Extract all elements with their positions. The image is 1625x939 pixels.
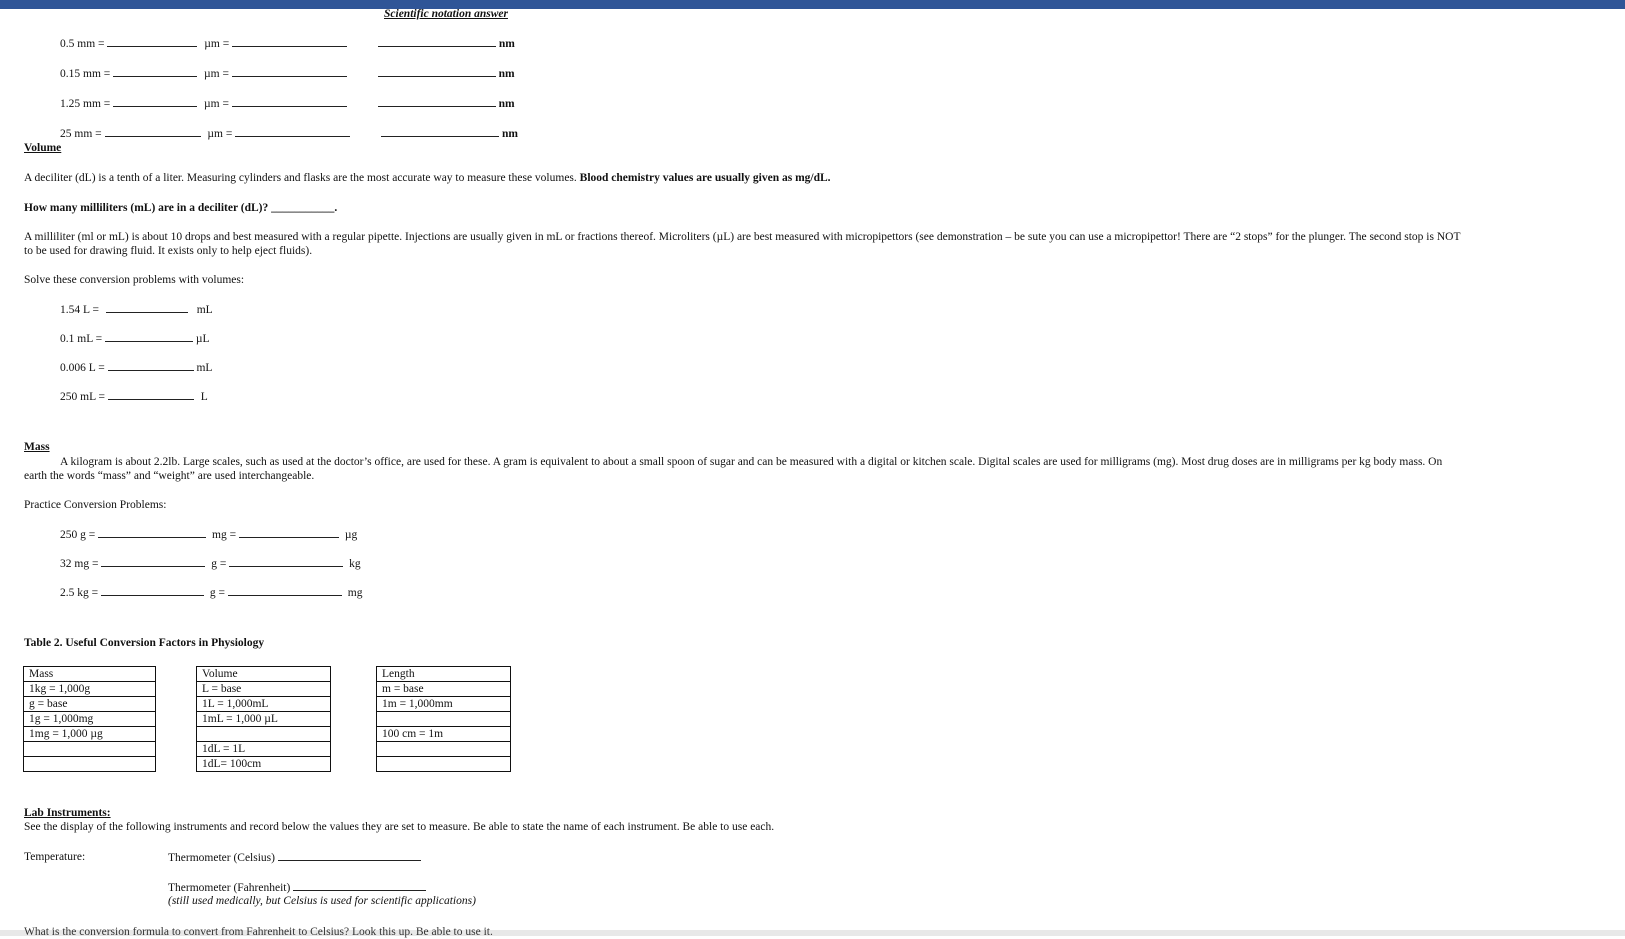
table-cell: m = base xyxy=(377,682,511,697)
sci-answer-blank[interactable] xyxy=(378,66,496,77)
table-row xyxy=(377,667,511,682)
table-cell xyxy=(24,742,156,757)
table-row xyxy=(197,757,331,772)
lab-heading: Lab Instruments: xyxy=(24,807,111,819)
mass-paragraph-line1: A kilogram is about 2.2lb. Large scales, such as used at the doctor’s office, are used for these. A gram is equivalent to about a small spoon of sugar and can be measured with a digital or kitchen scale. Digital scales are used for milligrams (mg). Most drug doses are in milligrams per kg body mass. On xyxy=(60,456,1443,468)
celsius-answer-blank[interactable] xyxy=(278,850,421,861)
fahrenheit-answer-blank[interactable] xyxy=(293,880,426,891)
table-cell: 1g = 1,000mg xyxy=(24,712,156,727)
table-cell xyxy=(197,727,331,742)
unit-text: g = xyxy=(209,587,225,599)
table-row xyxy=(24,727,156,742)
answer-blank[interactable] xyxy=(229,556,343,567)
table-row xyxy=(197,667,331,682)
unit-text: µL xyxy=(195,333,210,345)
given-text: 25 mm = xyxy=(60,128,102,140)
lab-intro: See the display of the following instruments and record below the values they are set to measure. Be able to state the name of each instrument. Be able to use each. xyxy=(24,821,775,833)
volume-solve-label: Solve these conversion problems with volumes: xyxy=(24,274,245,286)
mass-practice-label: Practice Conversion Problems: xyxy=(24,499,167,511)
answer-blank[interactable] xyxy=(113,66,197,77)
table-cell xyxy=(377,757,511,772)
given-text: 1.54 L = xyxy=(60,304,99,316)
table-header: Mass xyxy=(24,667,156,682)
answer-blank[interactable] xyxy=(106,302,188,313)
unit-text: nm xyxy=(498,68,515,80)
table-cell: 1mL = 1,000 µL xyxy=(197,712,331,727)
answer-blank[interactable] xyxy=(98,527,206,538)
sci-answer-blank[interactable] xyxy=(378,96,496,107)
volume-problem-row xyxy=(60,389,208,404)
cutoff-question xyxy=(24,925,493,930)
table-row xyxy=(377,742,511,757)
table-cell: 1m = 1,000mm xyxy=(377,697,511,712)
given-text: 0.006 L = xyxy=(60,362,105,374)
volume-intro-text: A deciliter (dL) is a tenth of a liter. Measuring cylinders and flasks are the most accurate way to measure these volumes. xyxy=(24,172,580,184)
mass-problem-row xyxy=(60,556,361,571)
table-row xyxy=(197,727,331,742)
length-problem-row xyxy=(60,96,515,111)
table-header: Volume xyxy=(197,667,331,682)
volume-problem-row xyxy=(60,360,212,375)
answer-blank[interactable] xyxy=(101,556,205,567)
mass-problem-row xyxy=(60,585,362,600)
table-row xyxy=(377,682,511,697)
table-row xyxy=(377,712,511,727)
volume-intro-bold: Blood chemistry values are usually given as mg/dL. xyxy=(579,172,831,184)
volume-problem-row xyxy=(60,331,210,346)
unit-text: L xyxy=(200,391,208,403)
answer-blank[interactable] xyxy=(105,126,201,137)
unit-text: g = xyxy=(211,558,227,570)
fahrenheit-label: Thermometer (Fahrenheit) xyxy=(168,882,291,894)
answer-blank[interactable] xyxy=(232,36,347,47)
given-text: 32 mg = xyxy=(60,558,99,570)
volume-intro xyxy=(24,171,831,185)
table-row xyxy=(24,712,156,727)
answer-blank[interactable] xyxy=(105,331,193,342)
fahrenheit-note: (still used medically, but Celsius is used for scientific applications) xyxy=(168,895,476,907)
table-cell: L = base xyxy=(197,682,331,697)
table-row xyxy=(24,667,156,682)
given-text: 2.5 kg = xyxy=(60,587,99,599)
answer-blank[interactable] xyxy=(101,585,204,596)
given-text: 0.5 mm = xyxy=(60,38,105,50)
answer-blank[interactable] xyxy=(228,585,342,596)
answer-blank[interactable] xyxy=(107,36,197,47)
unit-text: nm xyxy=(498,38,515,50)
table-row xyxy=(377,727,511,742)
volume-factor-table xyxy=(196,666,331,772)
answer-blank[interactable] xyxy=(232,66,347,77)
table-cell: 100 cm = 1m xyxy=(377,727,511,742)
unit-text: µm = xyxy=(207,128,233,140)
length-problem-row xyxy=(60,66,515,81)
table-row xyxy=(24,757,156,772)
volume-question: How many milliliters (mL) are in a deciliter (dL)? ___________. xyxy=(24,202,338,214)
unit-text: nm xyxy=(501,128,518,140)
table-row xyxy=(24,682,156,697)
table-header: Length xyxy=(377,667,511,682)
unit-text: µm = xyxy=(204,38,230,50)
table-row xyxy=(197,682,331,697)
table-cell xyxy=(377,742,511,757)
milliliter-paragraph-line1: A milliliter (ml or mL) is about 10 drops and best measured with a regular pipette. Injections are usually given in mL or fractions thereof. Microliters (µL) are best measured with micropipettors (see demonstration – be sute you can use a micropipettor! There are “2 stops” for the plunger. The second stop is NOT xyxy=(24,231,1461,243)
volume-heading: Volume xyxy=(24,142,62,154)
sci-answer-blank[interactable] xyxy=(381,126,499,137)
table-cell: 1L = 1,000mL xyxy=(197,697,331,712)
length-factor-table xyxy=(376,666,511,772)
table-row xyxy=(197,742,331,757)
unit-text: mg xyxy=(347,587,363,599)
table-row xyxy=(377,757,511,772)
mass-factor-table xyxy=(23,666,156,772)
table2-caption: Table 2. Useful Conversion Factors in Physiology xyxy=(24,637,265,649)
mass-heading: Mass xyxy=(24,441,50,453)
table-row xyxy=(377,697,511,712)
given-text: 250 mL = xyxy=(60,391,106,403)
table-cell: 1dL= 100cm xyxy=(197,757,331,772)
unit-text: mg = xyxy=(212,529,237,541)
fahrenheit-row xyxy=(168,880,426,895)
given-text: 1.25 mm = xyxy=(60,98,111,110)
given-text: 0.1 mL = xyxy=(60,333,103,345)
table-cell xyxy=(377,712,511,727)
table-row xyxy=(197,697,331,712)
unit-text: kg xyxy=(349,558,361,570)
answer-blank[interactable] xyxy=(239,527,339,538)
temperature-label: Temperature: xyxy=(24,851,86,863)
answer-blank[interactable] xyxy=(232,96,347,107)
unit-text: µm = xyxy=(204,68,229,80)
answer-blank[interactable] xyxy=(108,389,194,400)
table-cell: 1kg = 1,000g xyxy=(24,682,156,697)
table-row xyxy=(197,712,331,727)
unit-text: µg xyxy=(344,529,358,541)
length-problem-row xyxy=(60,126,518,141)
given-text: 250 g = xyxy=(60,529,96,541)
unit-text: mL xyxy=(196,362,213,374)
length-problem-row xyxy=(60,36,515,51)
mass-problem-row xyxy=(60,527,357,542)
table-cell: 1dL = 1L xyxy=(197,742,331,757)
given-text: 0.15 mm = xyxy=(60,68,111,80)
celsius-label: Thermometer (Celsius) xyxy=(168,852,275,864)
milliliter-paragraph-line2: to be used for drawing fluid. It exists only to help eject fluids). xyxy=(24,245,313,257)
table-row xyxy=(24,697,156,712)
unit-text: µm = xyxy=(204,98,229,110)
table-cell: g = base xyxy=(24,697,156,712)
table-cell: 1mg = 1,000 µg xyxy=(24,727,156,742)
volume-problem-row xyxy=(60,302,213,317)
table-cell xyxy=(24,757,156,772)
answer-blank[interactable] xyxy=(113,96,197,107)
answer-blank[interactable] xyxy=(108,360,194,371)
answer-blank[interactable] xyxy=(235,126,350,137)
celsius-row xyxy=(168,850,421,865)
sci-notation-label: Scientific notation answer xyxy=(384,8,508,20)
sci-answer-blank[interactable] xyxy=(378,36,496,47)
mass-paragraph-line2: earth the words “mass” and “weight” are used interchangeable. xyxy=(24,470,315,482)
unit-text: nm xyxy=(498,98,515,110)
table-row xyxy=(24,742,156,757)
unit-text: mL xyxy=(196,304,213,316)
